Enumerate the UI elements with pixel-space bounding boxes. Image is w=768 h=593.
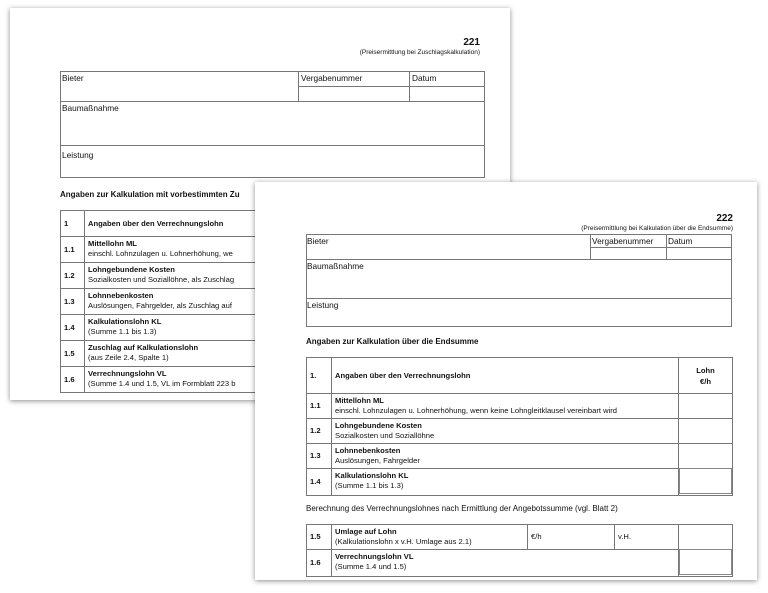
row-title: Zuschlag auf Kalkulationslohn [88,343,199,352]
lohn-input-1-3[interactable] [679,444,733,469]
umlage-percent-field[interactable]: v.H. [615,525,679,550]
row-title: Lohnnebenkosten [335,446,401,455]
lohn-input-1-5[interactable] [679,525,733,550]
row-num: 1.1 [307,394,332,419]
row-num: 1.3 [61,289,85,315]
row-title: Mittellohn ML [335,396,384,405]
baumassnahme-field-221[interactable]: Baumaßnahme [62,103,119,113]
row-num: 1.2 [61,263,85,289]
row-sub: Auslösungen, Fahrgelder [335,456,420,465]
row-title: Angaben über den Verrechnungslohn [88,218,224,228]
lohn-input-1-1[interactable] [679,394,733,419]
lohn-unit: €/h [700,376,711,386]
bieter-field-221[interactable]: Bieter [62,73,84,83]
row-title: Verrechnungslohn VL [335,552,414,561]
row-title: Verrechnungslohn VL [88,369,167,378]
row-title: Kalkulationslohn KL [335,471,409,480]
row-num: 1.6 [307,550,332,577]
table-row [307,550,733,577]
row-num: 1.4 [61,315,85,341]
row-sub: Sozialkosten und Soziallöhne [335,431,435,440]
row-num: 1.2 [307,419,332,444]
row-sub: (Summe 1.1 bis 1.3) [88,327,157,336]
form-222-umlage-table [306,524,733,577]
table-row [307,444,733,469]
table-row [307,419,733,444]
row-sub: (Summe 1.1 bis 1.3) [335,481,404,490]
form-222-number: 222 [716,213,733,224]
head-num: 1. [307,358,332,394]
form-221-number: 221 [463,37,480,48]
row-title: Lohngebundene Kosten [335,421,422,430]
row-sub: einschl. Lohnzulagen u. Lohnerhöhung, wenn keine Lohngleitklausel vereinbart wird [335,406,618,415]
row-sub: (Kalkulationslohn x v.H. Umlage aus 2.1) [335,537,472,546]
table-row [307,394,733,419]
row-num: 1.6 [61,367,85,393]
form-222-lohn-table [306,357,733,496]
calc-note: Berechnung des Verrechnungslohnes nach Ermittlung der Angebotssumme (vgl. Blatt 2) [306,504,618,513]
form-222-subtitle: (Preisermittlung bei Kalkulation über die Endsumme) [581,225,733,232]
row-sub: Sozialkosten und Soziallöhne, als Zuschlag [88,275,235,284]
form-221-section-title: Angaben zur Kalkulation mit vorbestimmten Zu [60,190,240,199]
vergabenummer-field-222[interactable]: Vergabenummer [592,236,654,246]
row-sub: (Summe 1.4 und 1.5, VL im Formblatt 223 b [88,379,236,388]
row-num: 1.3 [307,444,332,469]
bieter-field-222[interactable]: Bieter [307,236,329,246]
datum-field-221[interactable]: Datum [412,73,437,83]
row-sub: (Summe 1.4 und 1.5) [335,562,407,571]
row-title: Umlage auf Lohn [335,527,397,536]
row-sub: einschl. Lohnzulagen u. Lohnerhöhung, we [88,249,233,258]
row-title: Mittellohn ML [88,239,137,248]
vergabenummer-field-221[interactable]: Vergabenummer [301,73,363,83]
lohn-input-1-2[interactable] [679,419,733,444]
form-222-sheet [255,182,757,580]
umlage-eur-field[interactable]: €/h [528,525,615,550]
row-num: 1.4 [307,469,332,496]
row-num: 1.5 [307,525,332,550]
row-num: 1 [61,211,85,237]
lohn-total-box-1-4[interactable] [679,468,732,494]
form-221-header-box [60,71,485,178]
lohn-header: Lohn [696,365,715,375]
datum-field-222[interactable]: Datum [668,236,693,246]
row-title: Kalkulationslohn KL [88,317,162,326]
leistung-field-222[interactable]: Leistung [307,300,339,310]
row-sub: (aus Zeile 2.4, Spalte 1) [88,353,169,362]
leistung-field-221[interactable]: Leistung [62,150,94,160]
lohn-total-box-1-6[interactable] [679,549,732,575]
table-header-row [307,358,733,394]
table-row [307,525,733,550]
row-sub: Auslösungen, Fahrgelder, als Zuschlag auf [88,301,232,310]
form-222-section-title: Angaben zur Kalkulation über die Endsumme [306,337,479,346]
baumassnahme-field-222[interactable]: Baumaßnahme [307,261,364,271]
row-num: 1.5 [61,341,85,367]
row-title: Lohngebundene Kosten [88,265,175,274]
table-row [307,469,733,496]
row-num: 1.1 [61,237,85,263]
form-221-subtitle: (Preisermittlung bei Zuschlagskalkulation) [359,49,480,56]
head-title: Angaben über den Verrechnungslohn [335,370,471,380]
row-title: Lohnnebenkosten [88,291,154,300]
